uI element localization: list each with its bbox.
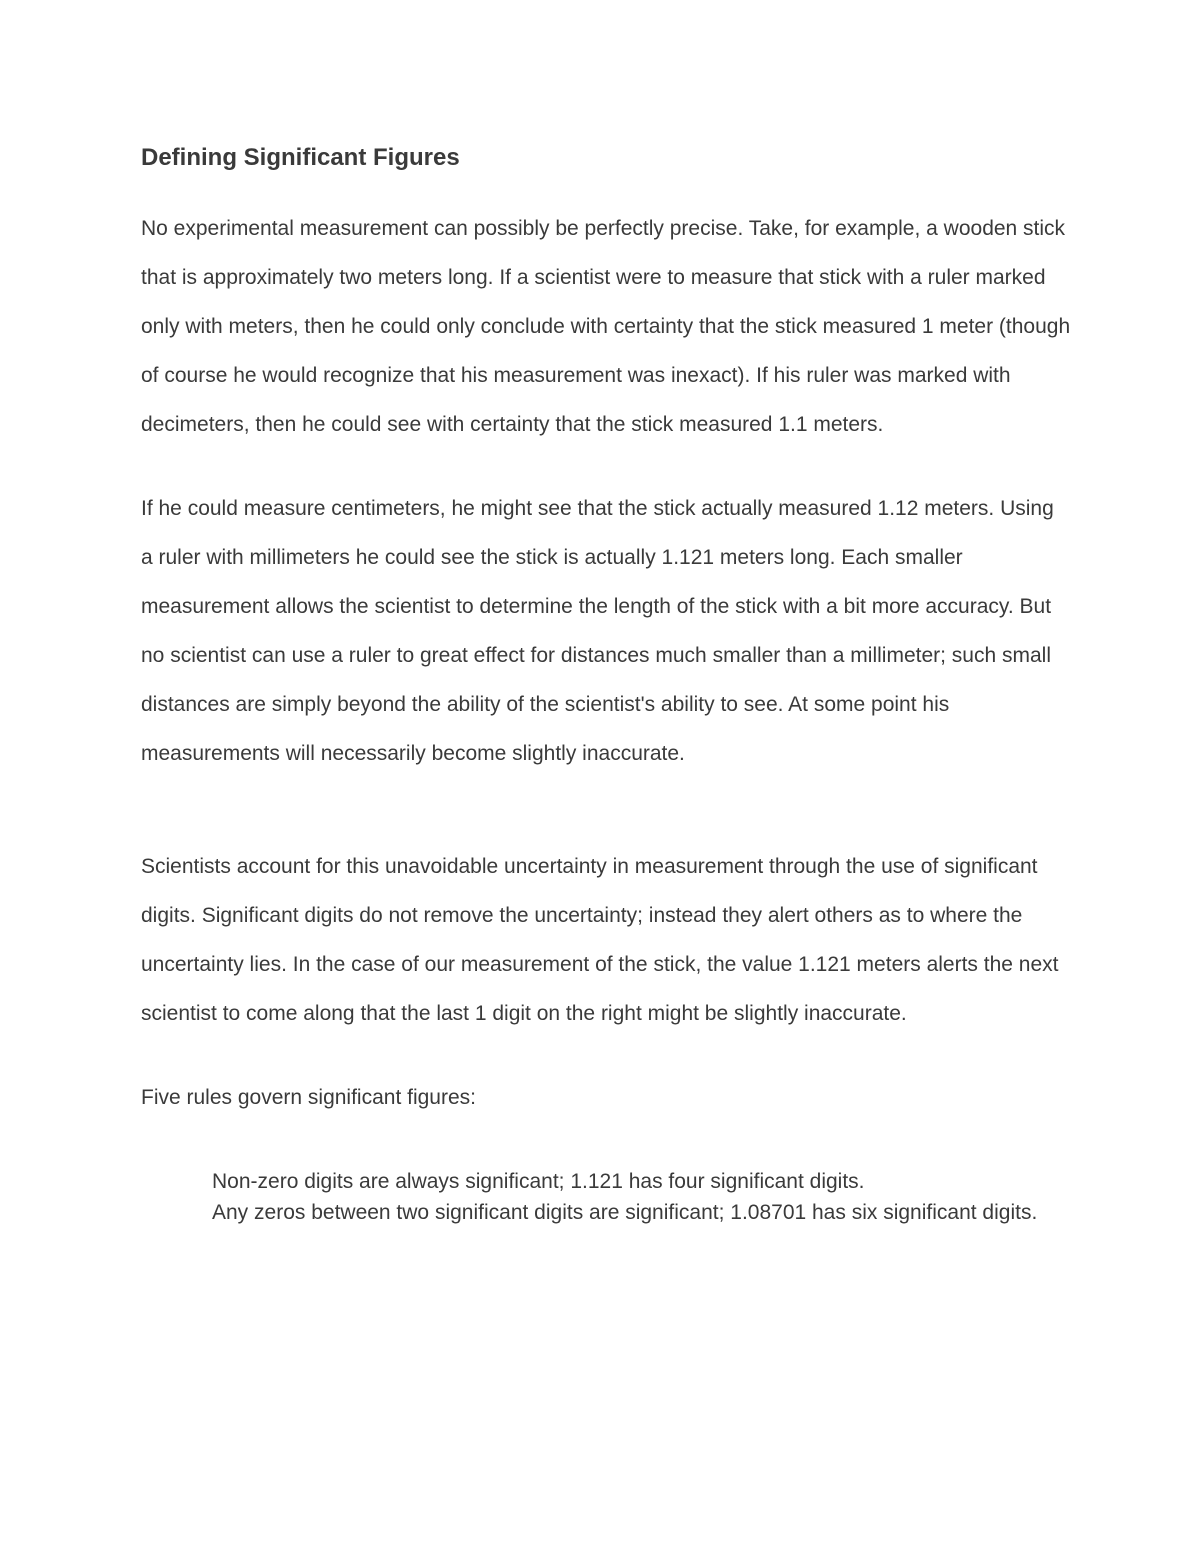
paragraph-significant-digits: Scientists account for this unavoidable uncertainty in measurement through the use of significant digits. Significant digits do not remove the uncertainty; instead they alert others as to where the uncertainty lies. In the case of our measurement of the stick, the value 1.121 meters alerts the next scientist to come along that the last 1 digit on the right might be slightly inaccurate. xyxy=(141,855,1059,1025)
list-item: Non-zero digits are always significant; 1.121 has four significant digits. xyxy=(212,1170,865,1193)
paragraph-smaller-measurements: If he could measure centimeters, he might see that the stick actually measured 1.12 meters. Using a ruler with millimeters he could see the stick is actually 1.121 meters long. Each smaller measurement allows the scientist to determine the length of the stick with a bit more accuracy. But no scientist can use a ruler to great effect for distances much smaller than a millimeter; such small distances are simply beyond the ability of the scientist's ability to see. At some point his measurements will necessarily become slightly inaccurate. xyxy=(141,497,1054,765)
paragraph-measurement-precision: No experimental measurement can possibly be perfectly precise. Take, for example, a wooden stick that is approximately two meters long. If a scientist were to measure that stick with a ruler marked only with meters, then he could only conclude with certainty that the stick measured 1 meter (though of course he would recognize that his measurement was inexact). If his ruler was marked with decimeters, then he could see with certainty that the stick measured 1.1 meters. xyxy=(141,217,1071,436)
document-page xyxy=(141,138,1071,1228)
document-title: Defining Significant Figures xyxy=(141,144,460,171)
paragraph-rules-intro: Five rules govern significant figures: xyxy=(141,1086,476,1109)
rules-list xyxy=(141,1166,1071,1228)
list-item: Any zeros between two significant digits are significant; 1.08701 has six significant digits. xyxy=(212,1201,1038,1224)
